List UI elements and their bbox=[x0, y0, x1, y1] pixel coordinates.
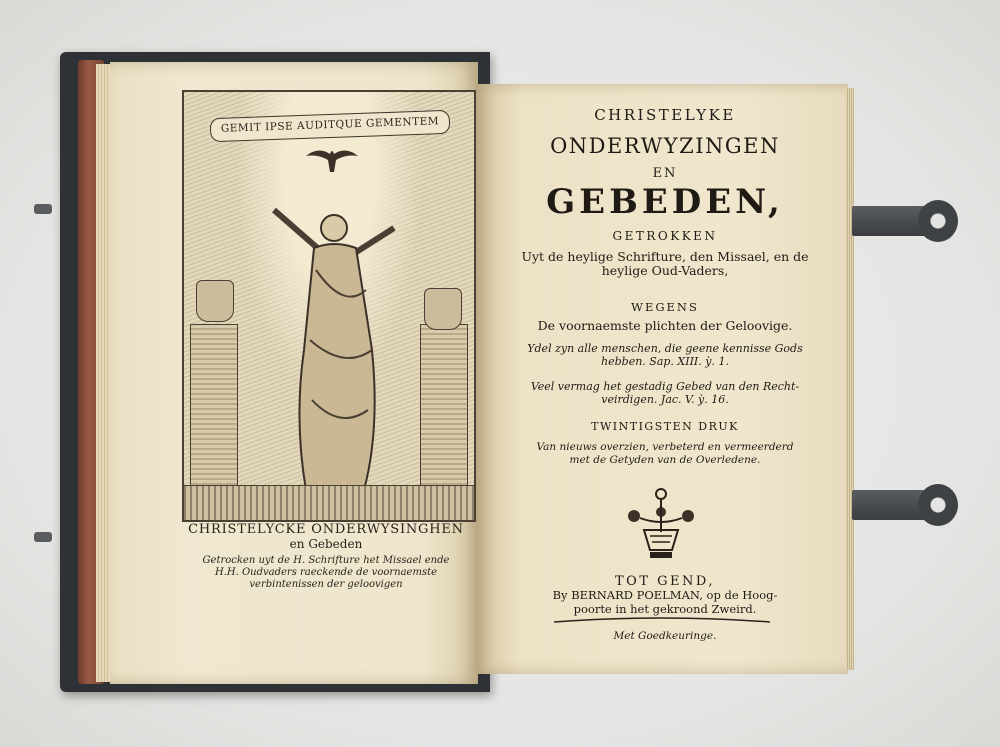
approval-line: Met Goedkeuringe. bbox=[613, 630, 717, 642]
revision-note bbox=[500, 441, 830, 467]
imprint-printer bbox=[500, 588, 830, 616]
right-urn bbox=[424, 288, 462, 330]
caption-line: H.H. Oudvaders raeckende de voornaemste bbox=[214, 567, 438, 578]
caption-title: CHRISTELYCKE ONDERWYSINGHEN bbox=[188, 522, 464, 537]
hinge-pin-bottom bbox=[34, 532, 52, 542]
scripture-quote-1 bbox=[500, 342, 830, 368]
title-line-2: ONDERWYZINGEN bbox=[550, 134, 780, 158]
scripture-quote-2 bbox=[500, 380, 830, 406]
quote-line: Ydel zyn alle menschen, die geene kennisse Gods bbox=[527, 342, 803, 355]
title-line-1: CHRISTELYKE bbox=[594, 106, 736, 124]
quote-line: hebben. Sap. XIII. ỳ. 1. bbox=[601, 355, 729, 368]
note-line: Van nieuws overzien, verbeterd en vermeerderd bbox=[536, 441, 794, 453]
printer-line: By BERNARD POELMAN, op de Hoog- bbox=[552, 588, 778, 602]
quote-line: veirdigen. Jac. V. ỳ. 16. bbox=[601, 393, 729, 406]
printer-line: poorte in het gekroond Zweird. bbox=[573, 602, 757, 616]
frontispiece-engraving bbox=[182, 90, 476, 522]
praying-figure bbox=[254, 200, 414, 500]
title-line-3: EN bbox=[652, 166, 678, 181]
decorative-rule bbox=[552, 616, 772, 624]
book-clasp-bottom bbox=[852, 482, 970, 528]
engraving-floor bbox=[184, 485, 474, 520]
engraving-banner: GEMIT IPSE AUDITQUE GEMENTEM bbox=[210, 110, 451, 142]
caption-description bbox=[176, 555, 476, 591]
title-wegens: WEGENS bbox=[631, 300, 699, 314]
hinge-pin-top bbox=[34, 204, 52, 214]
book-clasp-top bbox=[852, 198, 970, 244]
quote-line: Veel vermag het gestadig Gebed van den Recht- bbox=[530, 380, 800, 393]
dove-icon bbox=[304, 142, 360, 176]
left-pillar bbox=[190, 324, 238, 486]
title-line-5: GETROKKEN bbox=[612, 229, 718, 243]
left-urn bbox=[196, 280, 234, 322]
page-stack-right bbox=[846, 88, 854, 670]
edition-line: TWINTIGSTEN DRUK bbox=[591, 420, 739, 433]
sources-line: Uyt de heylige Schrifture, den Missael, en de bbox=[521, 249, 809, 264]
sources-text bbox=[500, 250, 830, 278]
flower-vase-ornament-icon bbox=[620, 486, 702, 566]
frontispiece-caption bbox=[176, 522, 476, 591]
caption-line: verbintenissen der geloovigen bbox=[249, 579, 403, 590]
caption-line: Getrocken uyt de H. Schrifture het Missael ende bbox=[202, 555, 450, 566]
right-pillar bbox=[420, 324, 468, 486]
caption-subtitle: en Gebeden bbox=[289, 537, 363, 551]
imprint-place: TOT GEND, bbox=[615, 574, 715, 589]
note-line: met de Getyden van de Overledene. bbox=[569, 454, 761, 466]
title-main: GEBEDEN, bbox=[546, 182, 784, 222]
subject-line: De voornaemste plichten der Geloovige. bbox=[537, 318, 793, 333]
sources-line: heylige Oud-Vaders, bbox=[601, 263, 729, 278]
